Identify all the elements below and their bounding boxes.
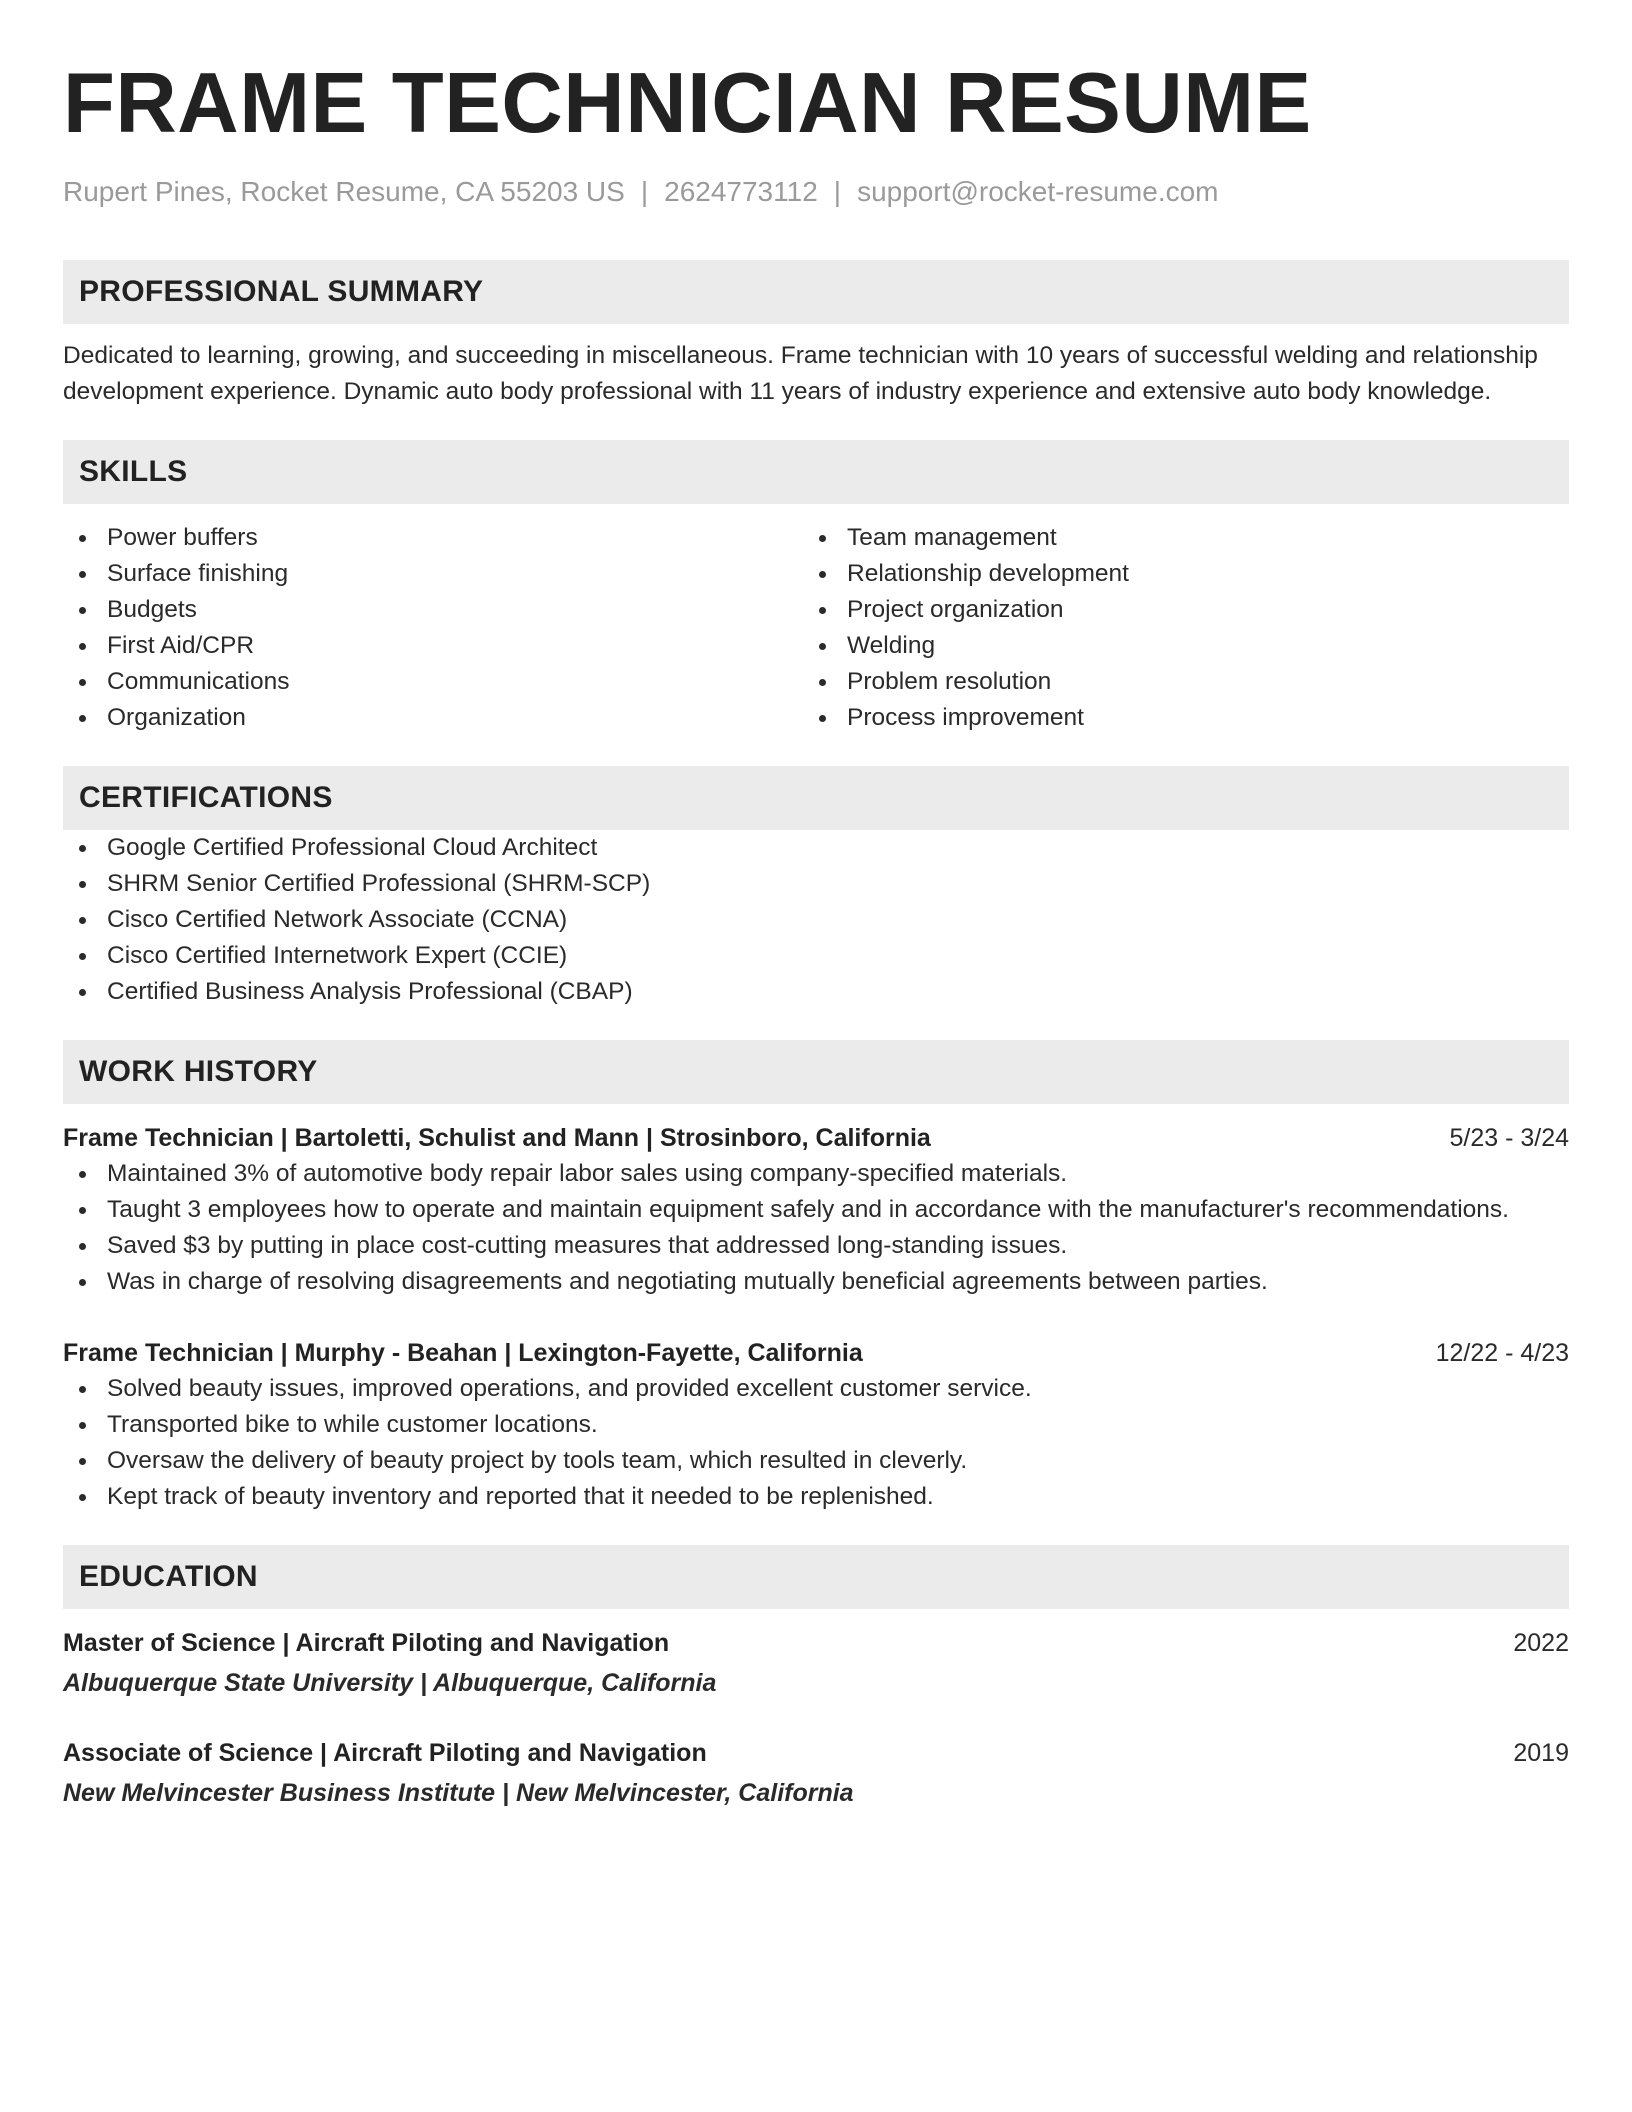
- education-school: New Melvincester Business Institute | New Melvincester, California: [63, 1779, 854, 1807]
- job-header: [63, 1120, 1569, 1156]
- education-degree: Associate of Science | Aircraft Piloting and Navigation: [63, 1739, 707, 1767]
- job-bullet: Oversaw the delivery of beauty project by tools team, which resulted in cleverly.: [63, 1443, 1569, 1479]
- skills-heading: SKILLS: [63, 440, 1569, 504]
- skill-item: First Aid/CPR: [63, 628, 803, 664]
- job-bullet: Saved $3 by putting in place cost-cutting measures that addressed long-standing issues.: [63, 1228, 1569, 1264]
- contact-email: support@rocket-resume.com: [857, 176, 1219, 207]
- skill-item: Project organization: [803, 592, 1543, 628]
- skills-column-right: [803, 520, 1543, 736]
- job-bullet: Maintained 3% of automotive body repair labor sales using company-specified materials.: [63, 1156, 1569, 1192]
- skill-item: Surface finishing: [63, 556, 803, 592]
- contact-line: [63, 174, 1569, 210]
- education-entry: [63, 1625, 1569, 1701]
- job-dates: 5/23 - 3/24: [1449, 1124, 1569, 1152]
- job-entry: [63, 1335, 1569, 1515]
- job-bullet: Taught 3 employees how to operate and maintain equipment safely and in accordance with the manufacturer's recommendations.: [63, 1192, 1569, 1228]
- certification-item: Cisco Certified Internetwork Expert (CCIE): [63, 938, 1569, 974]
- job-bullet: Solved beauty issues, improved operations, and provided excellent customer service.: [63, 1371, 1569, 1407]
- summary-text: Dedicated to learning, growing, and succeeding in miscellaneous. Frame technician with 10 years of successful welding and relationship development experience. Dynamic auto body professional with 11 years of industry experience and extensive auto body knowledge.: [63, 342, 1538, 405]
- job-dates: 12/22 - 4/23: [1435, 1339, 1569, 1367]
- skill-item: Organization: [63, 700, 803, 736]
- skill-item: Problem resolution: [803, 664, 1543, 700]
- job-bullets: [63, 1371, 1569, 1515]
- certifications-heading: CERTIFICATIONS: [63, 766, 1569, 830]
- education-header: [63, 1735, 1569, 1771]
- certification-item: Cisco Certified Network Associate (CCNA): [63, 902, 1569, 938]
- summary-heading: PROFESSIONAL SUMMARY: [63, 260, 1569, 324]
- job-title: Frame Technician | Bartoletti, Schulist and Mann | Strosinboro, California: [63, 1124, 931, 1152]
- job-title: Frame Technician | Murphy - Beahan | Lexington-Fayette, California: [63, 1339, 863, 1367]
- job-bullets: [63, 1156, 1569, 1300]
- job-bullet: Was in charge of resolving disagreements and negotiating mutually beneficial agreements between parties.: [63, 1264, 1569, 1300]
- skill-item: Welding: [803, 628, 1543, 664]
- job-header: [63, 1335, 1569, 1371]
- education-entry: [63, 1735, 1569, 1811]
- skill-item: Communications: [63, 664, 803, 700]
- contact-separator: |: [640, 176, 649, 207]
- education-degree: Master of Science | Aircraft Piloting and Navigation: [63, 1629, 670, 1657]
- education-heading: EDUCATION: [63, 1545, 1569, 1609]
- contact-phone: 2624773112: [664, 176, 818, 207]
- skills-grid: [63, 520, 1569, 736]
- work-history-heading: WORK HISTORY: [63, 1040, 1569, 1104]
- skill-item: Team management: [803, 520, 1543, 556]
- skill-item: Process improvement: [803, 700, 1543, 736]
- contact-address: Rupert Pines, Rocket Resume, CA 55203 US: [63, 176, 625, 207]
- skills-column-left: [63, 520, 803, 736]
- education-school: Albuquerque State University | Albuquerque, California: [63, 1669, 717, 1697]
- education-header: [63, 1625, 1569, 1661]
- job-entry: [63, 1120, 1569, 1300]
- skill-item: Relationship development: [803, 556, 1543, 592]
- job-bullet: Kept track of beauty inventory and reported that it needed to be replenished.: [63, 1479, 1569, 1515]
- certification-item: Google Certified Professional Cloud Architect: [63, 830, 1569, 866]
- certification-item: Certified Business Analysis Professional (CBAP): [63, 974, 1569, 1010]
- resume-title: FRAME TECHNICIAN RESUME: [63, 56, 1312, 151]
- skill-item: Budgets: [63, 592, 803, 628]
- certification-item: SHRM Senior Certified Professional (SHRM-SCP): [63, 866, 1569, 902]
- certifications-list: [63, 830, 1569, 1010]
- education-year: 2022: [1513, 1629, 1569, 1657]
- job-bullet: Transported bike to while customer locations.: [63, 1407, 1569, 1443]
- skill-item: Power buffers: [63, 520, 803, 556]
- contact-separator: |: [833, 176, 842, 207]
- education-year: 2019: [1513, 1739, 1569, 1767]
